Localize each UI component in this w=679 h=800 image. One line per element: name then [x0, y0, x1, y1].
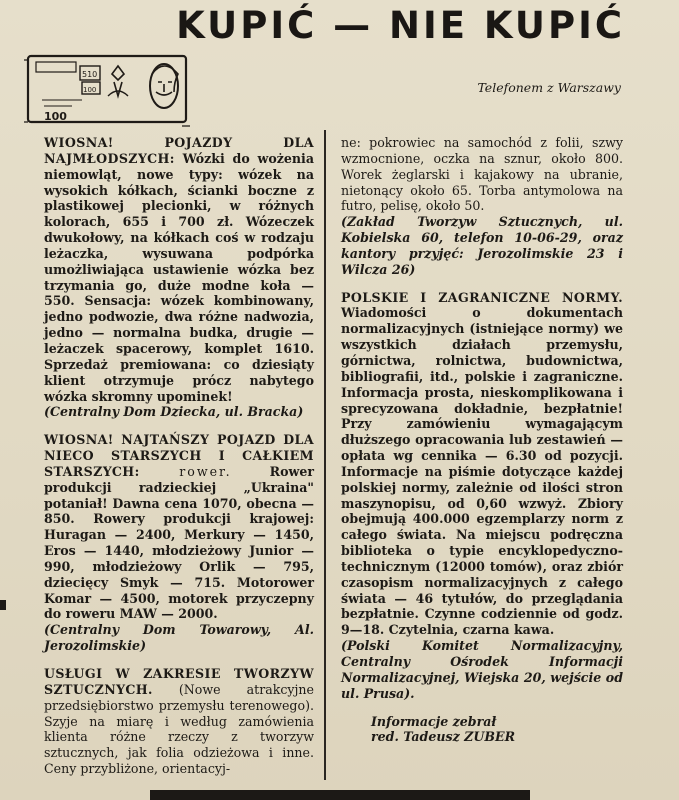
section-keyword: rower.: [139, 463, 232, 479]
banknote-value: 100: [44, 110, 67, 123]
signature-line-1: Informacje zebrał: [371, 713, 497, 729]
right-column: [341, 135, 623, 745]
section-bicycles: [44, 432, 314, 654]
dateline: Telefonem z Warszawy: [477, 80, 621, 95]
margin-mark: [0, 600, 6, 610]
section-body-emphasis: bezpłatnie!: [543, 400, 623, 416]
section-source: (Centralny Dom Towarowy, Al. Jerozolimskie): [44, 622, 314, 654]
section-body: Przy zamówieniu wymagającym dłuższego opracowania lub zestawień — opłata wg cennika — 6.30 od pozycji. Informacje na piśmie dotyczące każdej polskiej normy, zależnie od ilości stron maszynopisu, od 0,60 wzwyż. Zbiory obejmują 400.000 egzemplarzy norm z całego świata. Na miejscu podręczna biblioteka o typie encyklopedyczno-technicznym (12000 tomów), oraz zbiór czasopism normalizacyjnych z całego świata — 46 tytułów, do przeglądania bezpłatnie. Czynne codziennie od godz. 9—18. Czytelnia, czarna kawa.: [341, 416, 623, 638]
section-body: Wiadomości o dokumentach normalizacyjnych (istniejące normy) we wszystkich działach przemysłu, górnictwa, rolnictwa, budownictwa, bibliografii, itd., polskie i zagraniczne. Informacja prosta, nieskomplikowana i sprecyzowana dokładnie,: [341, 305, 623, 416]
author-signature: [341, 714, 623, 746]
section-heading: USŁUGI W ZAKRESIE TWORZYW SZTUCZNYCH.: [44, 666, 314, 697]
section-source: (Centralny Dom Dziecka, ul. Bracka): [44, 404, 304, 420]
section-plastics-continued: [341, 135, 623, 278]
section-body: (Nowe atrakcyjne przedsiębiorstwo przemysłu terenowego). Szyje na miarę i według zamówienia klienta różne rzeczy z tworzyw sztucznych, jak folia odzieżowa i inne. Ceny przybliżone, orientacyj-: [44, 681, 314, 777]
headline: KUPIĆ — NIE KUPIĆ: [176, 4, 625, 47]
section-body: Wózki do wożenia niemowląt, nowe typy: wózek na wysokich kółkach, ścianki boczne z plastikowej plecionki, w różnych kolorach, 655 i 700 zł. Wózeczek dwukołowy, na kółkach coś w rodzaju leżaczka, wysuwana podpórka umożliwiająca ustawienie wózka bez trzymania go, duże modne koła — 550. Sensacja: wózek kombinowany, jedno podwozie, dwa różne nadwozia, jedno — normalna budka, drugie — leżaczek spacerowy, komplet 1610. Sprzedaż premiowana: co dziesiąty klient otrzymuje prócz nabytego wózka skromny upominek!: [44, 150, 314, 404]
banknote-illustration: [22, 52, 192, 130]
section-plastics: [44, 666, 314, 777]
bottom-rule: [150, 790, 530, 800]
section-heading: WIOSNA! POJAZDY DLA NAJMŁODSZYCH:: [44, 135, 314, 166]
section-heading: WIOSNA! NAJTAŃSZY POJAZD DLA NIECO STARSZYCH I CAŁKIEM STARSZYCH:: [44, 432, 314, 479]
left-column: [44, 135, 314, 789]
section-source: (Zakład Tworzyw Sztucznych, ul. Kobielska 60, telefon 10-06-29, oraz kantory przyjęć: Jerozolimskie 23 i Wilcza 26): [341, 214, 623, 277]
signature-line-2: red. Tadeusz ZUBER: [371, 729, 516, 745]
banknote-small-label-1: 510: [82, 70, 98, 79]
section-body: ne: pokrowiec na samochód z folii, szwy wzmocnione, oczka na sznur, około 800. Worek żeglarski i kajakowy na ubranie, nietonący około 65. Torba antymolowa na futro, pelisę, około 50.: [341, 135, 623, 214]
section-body: Rower produkcji radzieckiej „Ukraina" potaniał! Dawna cena 1070, obecna — 850. Rowery produkcji krajowej: Huragan — 2400, Merkury — 1450, Eros — 1440, młodzieżowy Junior — 990, młodzieżowy Orlik — 795, dziecięcy Smyk — 715. Motorower Komar — 4500, motorek przyczepny do roweru MAW — 2000.: [44, 463, 314, 622]
section-heading: POLSKIE I ZAGRANICZNE NORMY.: [341, 289, 623, 305]
section-standards: [341, 290, 623, 702]
column-divider: [324, 130, 326, 780]
banknote-small-label-2: 100: [83, 86, 97, 94]
section-strollers: [44, 135, 314, 420]
section-source: (Polski Komitet Normalizacyjny, Centralny Ośrodek Informacji Normalizacyjnej, Wiejska 20, wejście od ul. Prusa).: [341, 638, 623, 701]
